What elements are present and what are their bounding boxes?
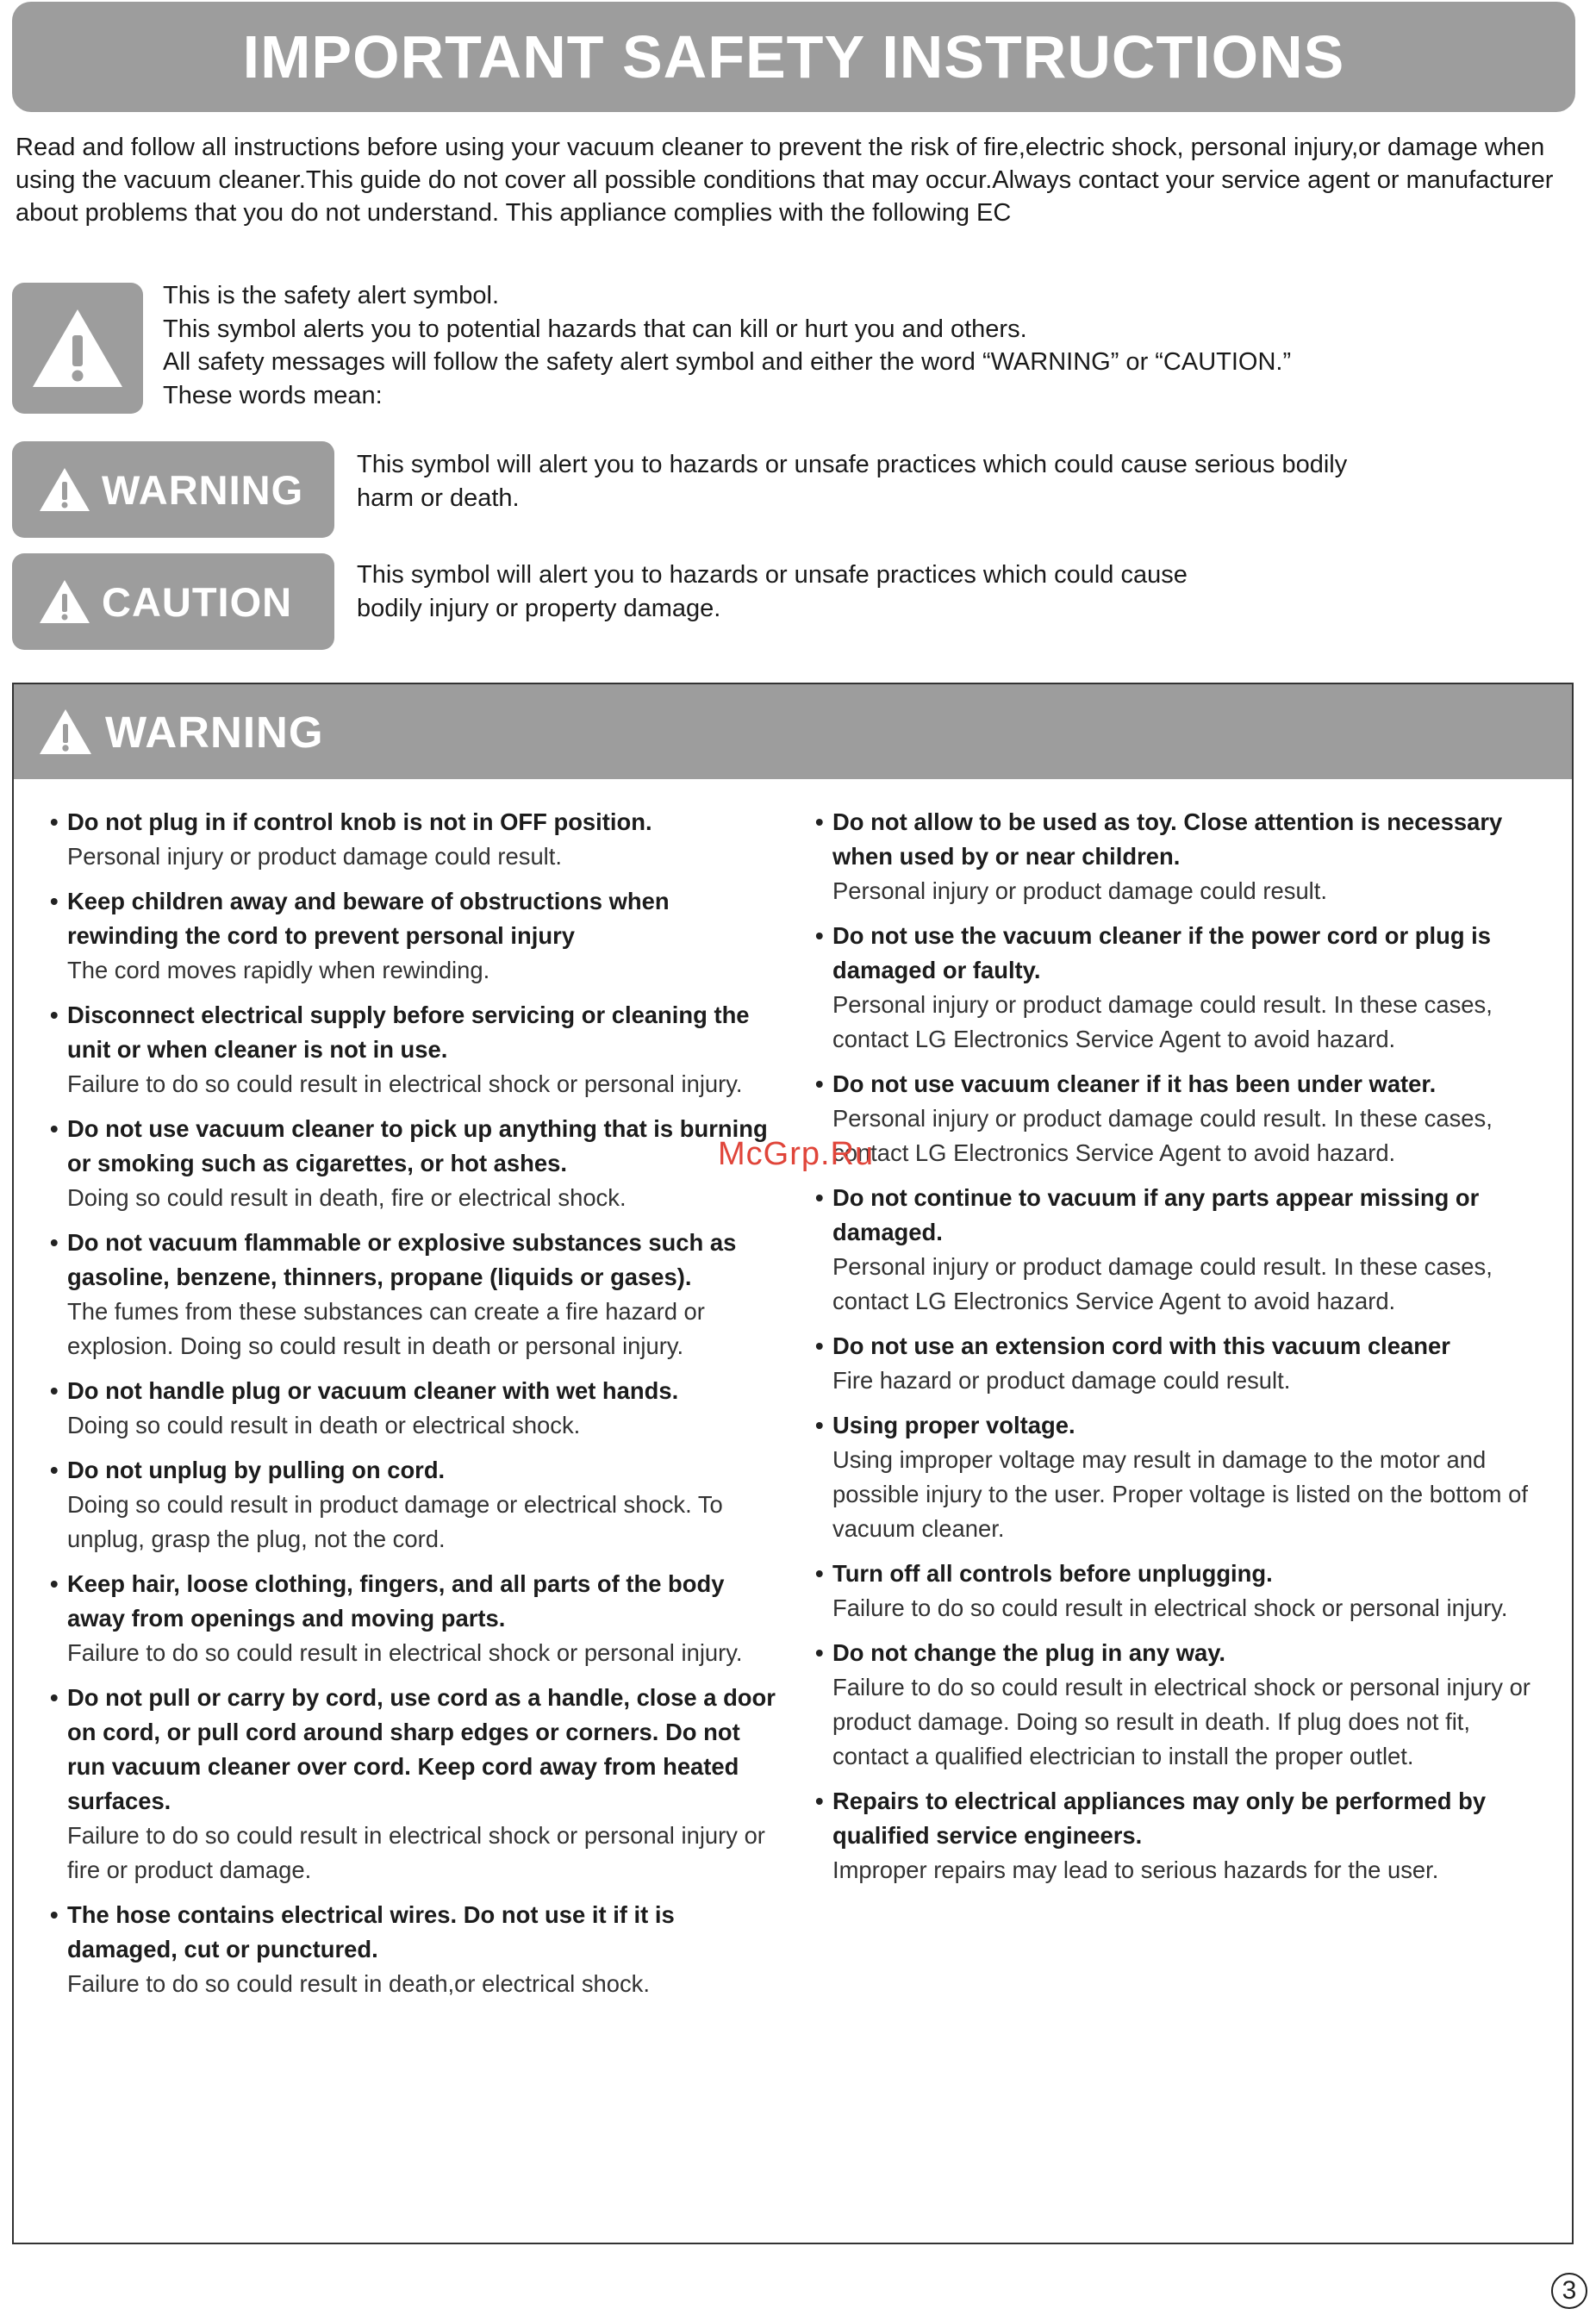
list-item: • Do not use vacuum cleaner if it has been under water. Personal injury or product damage could result. In these cases, contact LG Electronics Service Agent to avoid hazard. (815, 1067, 1548, 1170)
list-item: • Keep hair, loose clothing, fingers, and all parts of the body away from openings and moving parts. Failure to do so could result in electrical shock or personal injury. (50, 1567, 782, 1670)
list-item: • Do not use the vacuum cleaner if the power cord or plug is damaged or faulty. Personal injury or product damage could result. In these cases, contact LG Electronics Service Agent to avoid hazard. (815, 919, 1548, 1057)
list-item: • Do not continue to vacuum if any parts appear missing or damaged. Personal injury or product damage could result. In these cases, contact LG Electronics Service Agent to avoid hazard. (815, 1181, 1548, 1319)
item-description: Doing so could result in death or electrical shock. (67, 1412, 581, 1438)
item-title: Do not plug in if control knob is not in OFF position. (67, 808, 652, 835)
warning-panel-header (14, 684, 1572, 779)
warning-panel (12, 683, 1574, 2244)
item-description: Personal injury or product damage could result. In these cases, contact LG Electronics Service Agent to avoid hazard. (832, 1253, 1493, 1314)
alert-line: These words mean: (163, 381, 383, 409)
item-description: Personal injury or product damage could result. In these cases, contact LG Electronics Service Agent to avoid hazard. (832, 991, 1493, 1052)
item-description: The fumes from these substances can create a fire hazard or explosion. Doing so could result in death or personal injury. (67, 1298, 705, 1359)
item-title: Do not use vacuum cleaner to pick up anything that is burning or smoking such as cigarettes, or hot ashes. (67, 1115, 768, 1176)
item-title: Disconnect electrical supply before servicing or cleaning the unit or when cleaner is not in use. (67, 1002, 750, 1063)
item-description: Personal injury or product damage could result. In these cases, contact LG Electronics Service Agent to avoid hazard. (832, 1105, 1493, 1166)
warning-badge-label: WARNING (102, 466, 304, 513)
item-description: Improper repairs may lead to serious hazards for the user. (832, 1856, 1439, 1883)
warning-list-left (50, 805, 782, 2012)
list-item: • Do not plug in if control knob is not in OFF position. Personal injury or product damage could result. (50, 805, 782, 874)
page-title: IMPORTANT SAFETY INSTRUCTIONS (242, 23, 1345, 90)
list-item: • Keep children away and beware of obstructions when rewinding the cord to prevent personal injury The cord moves rapidly when rewinding. (50, 884, 782, 988)
caution-badge-description: This symbol will alert you to hazards or unsafe practices which could cause bodily injury or property damage. (357, 561, 1188, 622)
item-title: Do not allow to be used as toy. Close attention is necessary when used by or near children. (832, 808, 1503, 870)
item-title: Do not use the vacuum cleaner if the power cord or plug is damaged or faulty. (832, 922, 1492, 983)
list-item: • Do not use an extension cord with this vacuum cleaner Fire hazard or product damage could result. (815, 1329, 1548, 1398)
page-number: 3 (1551, 2273, 1587, 2309)
warning-panel-heading: WARNING (105, 707, 324, 757)
list-item: • Using proper voltage. Using improper voltage may result in damage to the motor and possible injury to the user. Proper voltage is listed on the bottom of vacuum cleaner. (815, 1408, 1548, 1546)
warning-triangle-icon (38, 578, 91, 625)
item-title: Do not use an extension cord with this vacuum cleaner (832, 1332, 1450, 1359)
warning-triangle-icon (38, 466, 91, 513)
list-item: • Do not change the plug in any way. Failure to do so could result in electrical shock or personal injury or product damage. Doing so result in death. If plug does not fit, contact a qualified electrician to install the proper outlet. (815, 1636, 1548, 1774)
warning-triangle-icon (29, 306, 126, 390)
list-item: • Do not unplug by pulling on cord. Doing so could result in product damage or electrical shock. To unplug, grasp the plug, not the cord. (50, 1453, 782, 1557)
item-description: Doing so could result in product damage or electrical shock. To unplug, grasp the plug, not the cord. (67, 1491, 723, 1552)
warning-badge (12, 441, 334, 538)
list-item: • Repairs to electrical appliances may only be performed by qualified service engineers. Improper repairs may lead to serious hazards for the user. (815, 1784, 1548, 1888)
item-title: The hose contains electrical wires. Do not use it if it is damaged, cut or punctured. (67, 1901, 675, 1962)
item-description: Failure to do so could result in death,or electrical shock. (67, 1970, 650, 1997)
item-title: Do not unplug by pulling on cord. (67, 1457, 446, 1483)
list-item: • Do not use vacuum cleaner to pick up anything that is burning or smoking such as cigarettes, or hot ashes. Doing so could result in death, fire or electrical shock. (50, 1112, 782, 1215)
alert-line: All safety messages will follow the safety alert symbol and either the word “WARNING” or “CAUTION.” (163, 348, 1292, 376)
alert-line: This symbol alerts you to potential hazards that can kill or hurt you and others. (163, 315, 1027, 343)
warning-list-right (815, 805, 1548, 1898)
watermark: McGrp.Ru (718, 1136, 875, 1172)
list-item: • Do not vacuum flammable or explosive substances such as gasoline, benzene, thinners, propane (liquids or gases). The fumes from these substances can create a fire hazard or explosion. Doing so could result in death or personal injury. (50, 1226, 782, 1363)
item-title: Using proper voltage. (832, 1412, 1075, 1438)
item-title: Do not continue to vacuum if any parts appear missing or damaged. (832, 1184, 1480, 1245)
safety-alert-symbol (12, 283, 143, 414)
list-item: • Do not allow to be used as toy. Close attention is necessary when used by or near children. Personal injury or product damage could result. (815, 805, 1548, 908)
title-banner (12, 2, 1575, 112)
item-description: Failure to do so could result in electrical shock or personal injury. (832, 1594, 1508, 1621)
intro-paragraph: Read and follow all instructions before using your vacuum cleaner to prevent the risk of fire,electric shock, personal injury,or damage when using the vacuum cleaner.This guide do not cover all possible conditions that may occur.Always contact your service agent or manufacturer about problems that you do not understand. This appliance complies with the following EC (16, 134, 1554, 227)
item-title: Do not vacuum flammable or explosive substances such as gasoline, benzene, thinners, propane (liquids or gases). (67, 1229, 737, 1290)
item-title: Do not handle plug or vacuum cleaner with wet hands. (67, 1377, 679, 1404)
safety-alert-description (163, 279, 1559, 412)
item-description: Failure to do so could result in electrical shock or personal injury or fire or product damage. (67, 1822, 765, 1883)
caution-badge-label: CAUTION (102, 578, 293, 625)
item-title: Do not use vacuum cleaner if it has been under water. (832, 1070, 1437, 1097)
list-item: • Disconnect electrical supply before servicing or cleaning the unit or when cleaner is not in use. Failure to do so could result in electrical shock or personal injury. (50, 998, 782, 1101)
item-description: Fire hazard or product damage could result. (832, 1367, 1291, 1394)
list-item: • Turn off all controls before unplugging. Failure to do so could result in electrical shock or personal injury. (815, 1557, 1548, 1625)
item-title: Turn off all controls before unplugging. (832, 1560, 1273, 1587)
item-description: The cord moves rapidly when rewinding. (67, 957, 490, 983)
warning-triangle-icon (38, 708, 93, 756)
item-title: Keep children away and beware of obstructions when rewinding the cord to prevent personal injury (67, 888, 670, 949)
item-description: Doing so could result in death, fire or electrical shock. (67, 1184, 627, 1211)
item-description: Failure to do so could result in electrical shock or personal injury. (67, 1639, 743, 1666)
list-item: • The hose contains electrical wires. Do not use it if it is damaged, cut or punctured. Failure to do so could result in death,or electrical shock. (50, 1898, 782, 2001)
item-description: Personal injury or product damage could result. (832, 877, 1327, 904)
list-item: • Do not pull or carry by cord, use cord as a handle, close a door on cord, or pull cord around sharp edges or corners. Do not run vacuum cleaner over cord. Keep cord away from heated surfaces. Failure to do so could result in electrical shock or personal injury or fire or product damage. (50, 1681, 782, 1888)
item-title: Keep hair, loose clothing, fingers, and all parts of the body away from openings and moving parts. (67, 1570, 725, 1632)
caution-badge (12, 553, 334, 650)
item-title: Do not pull or carry by cord, use cord as a handle, close a door on cord, or pull cord around sharp edges or corners. Do not run vacuum cleaner over cord. Keep cord away from heated surfaces. (67, 1684, 776, 1814)
item-description: Failure to do so could result in electrical shock or personal injury. (67, 1070, 743, 1097)
item-description: Personal injury or product damage could result. (67, 843, 562, 870)
item-description: Using improper voltage may result in damage to the motor and possible injury to the user. Proper voltage is listed on the bottom of vacuum cleaner. (832, 1446, 1528, 1542)
item-title: Repairs to electrical appliances may only be performed by qualified service engineers. (832, 1788, 1487, 1849)
item-title: Do not change the plug in any way. (832, 1639, 1226, 1666)
warning-badge-description: This symbol will alert you to hazards or unsafe practices which could cause serious bodily harm or death. (357, 451, 1348, 512)
list-item: • Do not handle plug or vacuum cleaner with wet hands. Doing so could result in death or electrical shock. (50, 1374, 782, 1443)
item-description: Failure to do so could result in electrical shock or personal injury or product damage. Doing so result in death. If plug does not fit, contact a qualified electrician to install the proper outlet. (832, 1674, 1531, 1769)
alert-line: This is the safety alert symbol. (163, 282, 500, 309)
